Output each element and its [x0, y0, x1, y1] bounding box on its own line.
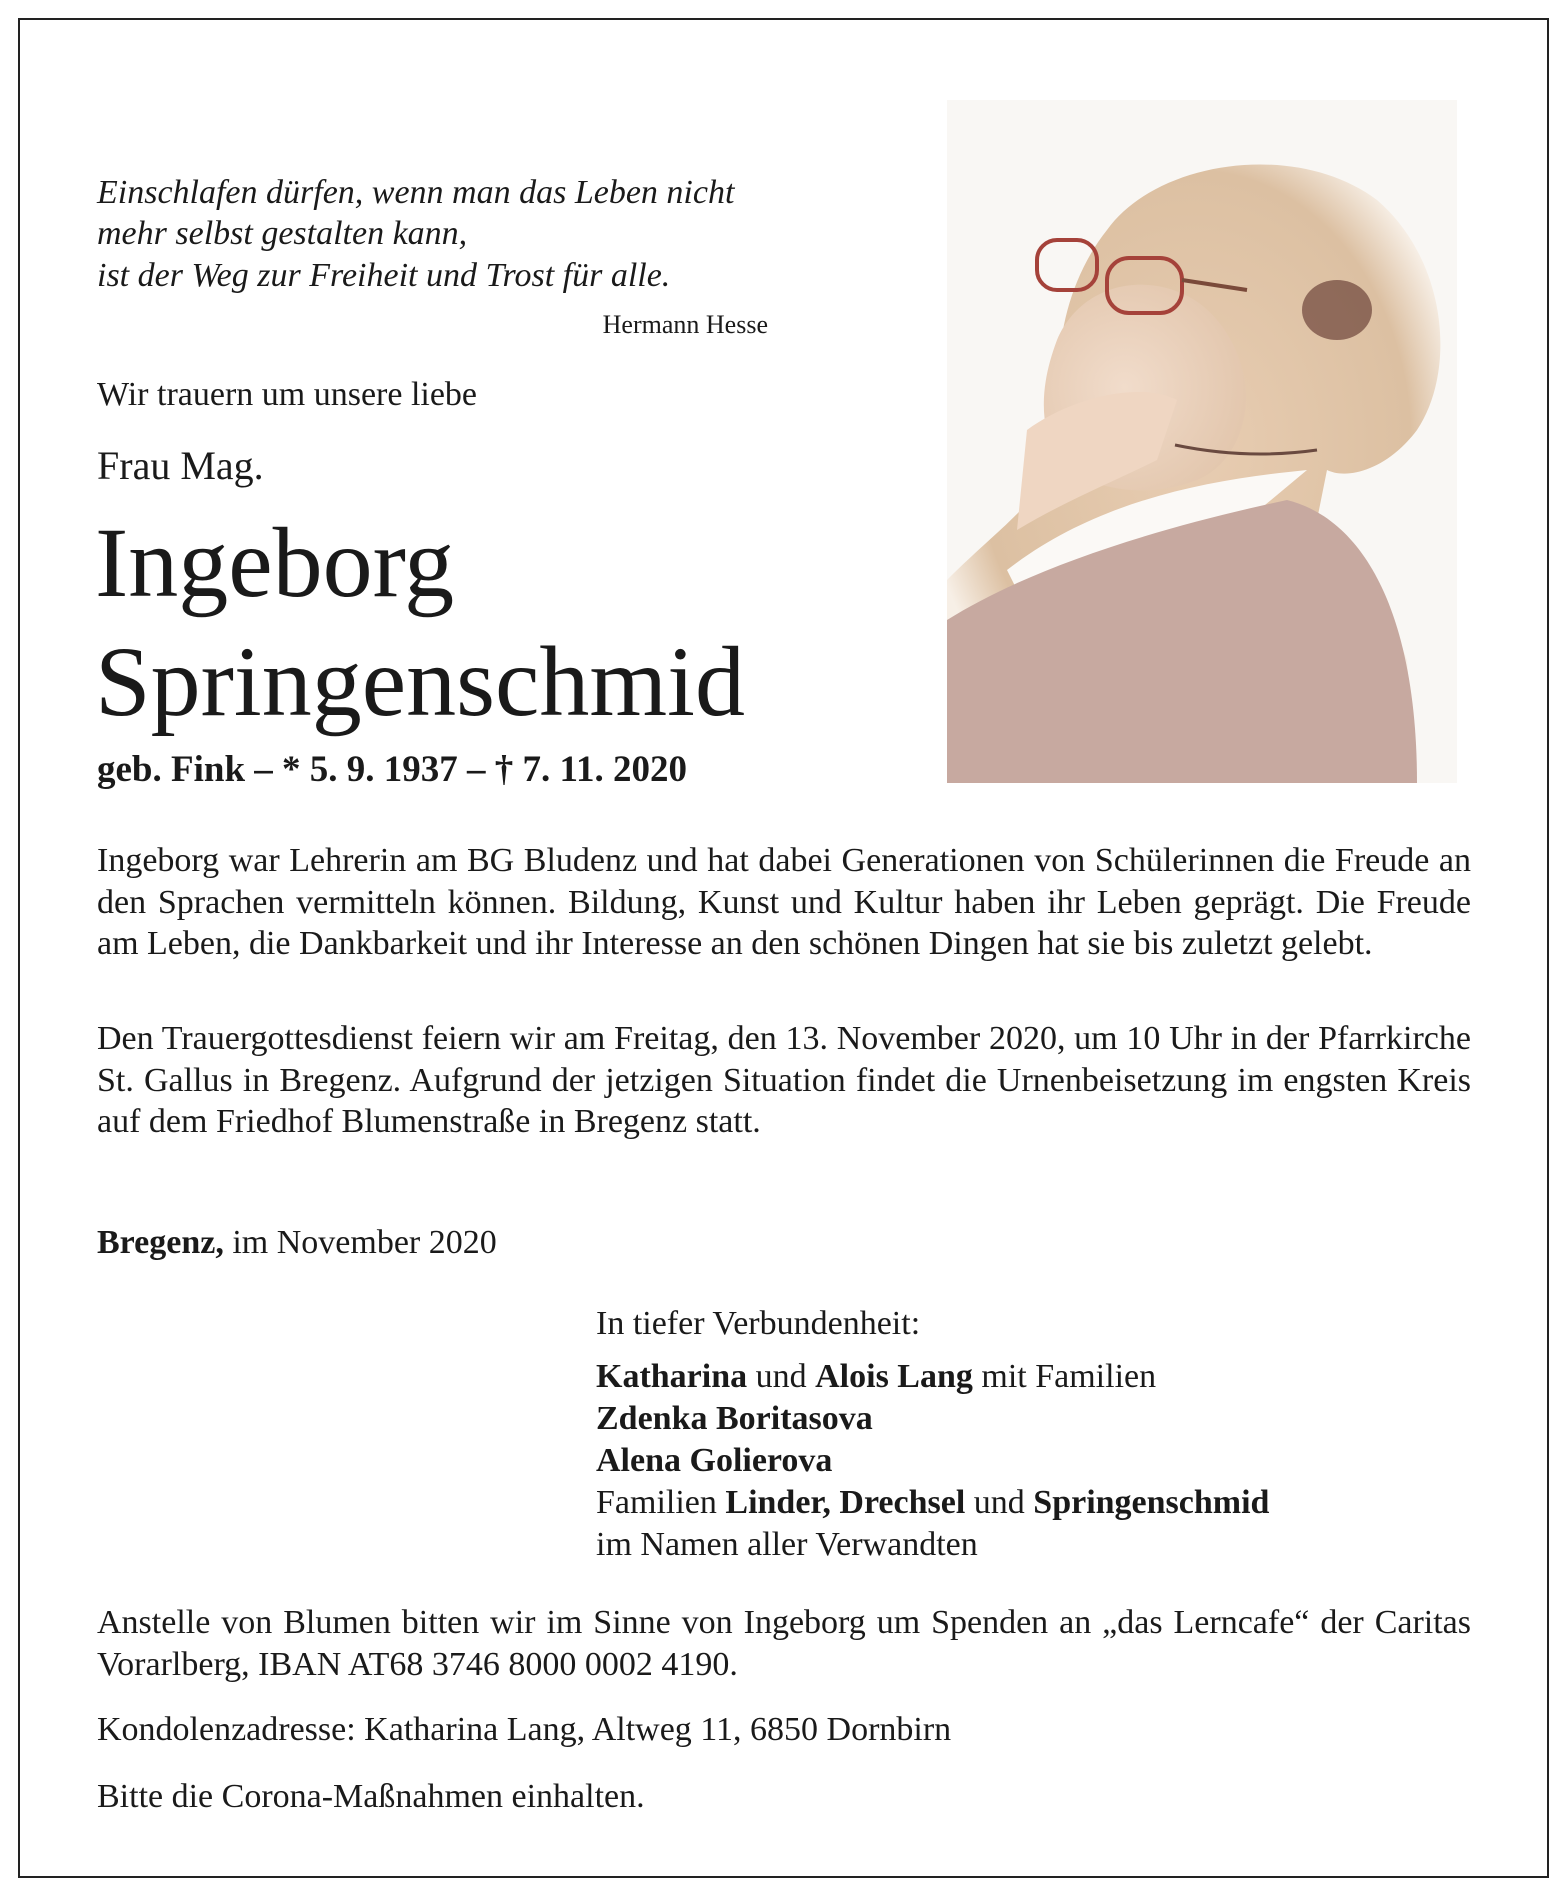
quote-author: Hermann Hesse	[602, 310, 768, 339]
intro-text: Wir trauern um unsere liebe	[97, 376, 478, 413]
mourners-heading: In tiefer Verbundenheit:	[596, 1305, 921, 1342]
quote-line: Einschlafen dürfen, wenn man das Leben nicht	[97, 174, 735, 211]
last-name: Springenschmid	[95, 626, 745, 737]
donation-paragraph: Anstelle von Blumen bitten wir im Sinne von Ingeborg um Spenden an „das Lerncafe“ der Caritas Vorarlberg, IBAN AT68 3746 8000 0002 4190.	[97, 1604, 1471, 1683]
connector: und	[747, 1358, 816, 1395]
mourner-line	[596, 1360, 1156, 1394]
connector: und	[965, 1484, 1034, 1521]
mourner-name: Alois Lang	[815, 1358, 973, 1395]
mourner-line: im Namen aller Verwandten	[596, 1526, 978, 1563]
biography-paragraph: Ingeborg war Lehrerin am BG Bludenz und hat dabei Generationen von Schülerinnen die Freude an den Sprachen vermitteln können. Bildung, Kunst und Kultur haben ihr Leben geprägt. Die Freude am Leben, die Dankbarkeit und ihr Interesse an den schönen Dingen hat sie bis zuletzt gelebt.	[97, 842, 1471, 962]
connector: mit Familien	[972, 1358, 1157, 1395]
place-date-text: im November 2020	[223, 1224, 497, 1261]
connector: Familien	[596, 1484, 726, 1521]
first-name: Ingeborg	[95, 507, 455, 618]
mourner-line	[596, 1486, 1269, 1520]
mourner-name: Katharina	[596, 1358, 748, 1395]
quote-line: mehr selbst gestalten kann,	[97, 215, 468, 252]
birth-death-line: geb. Fink – * 5. 9. 1937 – † 7. 11. 2020	[97, 749, 687, 790]
corona-note: Bitte die Corona-Maßnahmen einhalten.	[97, 1778, 645, 1815]
condolence-address: Kondolenzadresse: Katharina Lang, Altweg 11, 6850 Dornbirn	[97, 1711, 952, 1748]
mourner-line: Alena Golierova	[596, 1442, 833, 1479]
place-city: Bregenz,	[97, 1224, 224, 1261]
honorific: Frau Mag.	[97, 443, 264, 488]
quote-line: ist der Weg zur Freiheit und Trost für alle.	[97, 257, 671, 294]
mourner-name: Linder, Drechsel	[725, 1484, 966, 1521]
service-paragraph: Den Trauergottesdienst feiern wir am Freitag, den 13. November 2020, um 10 Uhr in der Pfarrkirche St. Gallus in Bregenz. Aufgrund der jetzigen Situation findet die Urnenbeisetzung im engsten Kreis auf dem Friedhof Blumenstraße in Bregenz statt.	[97, 1020, 1471, 1140]
mourner-name: Springenschmid	[1033, 1484, 1270, 1521]
mourner-line: Zdenka Boritasova	[596, 1400, 873, 1437]
portrait-photo	[947, 100, 1457, 783]
place-date	[97, 1226, 497, 1260]
